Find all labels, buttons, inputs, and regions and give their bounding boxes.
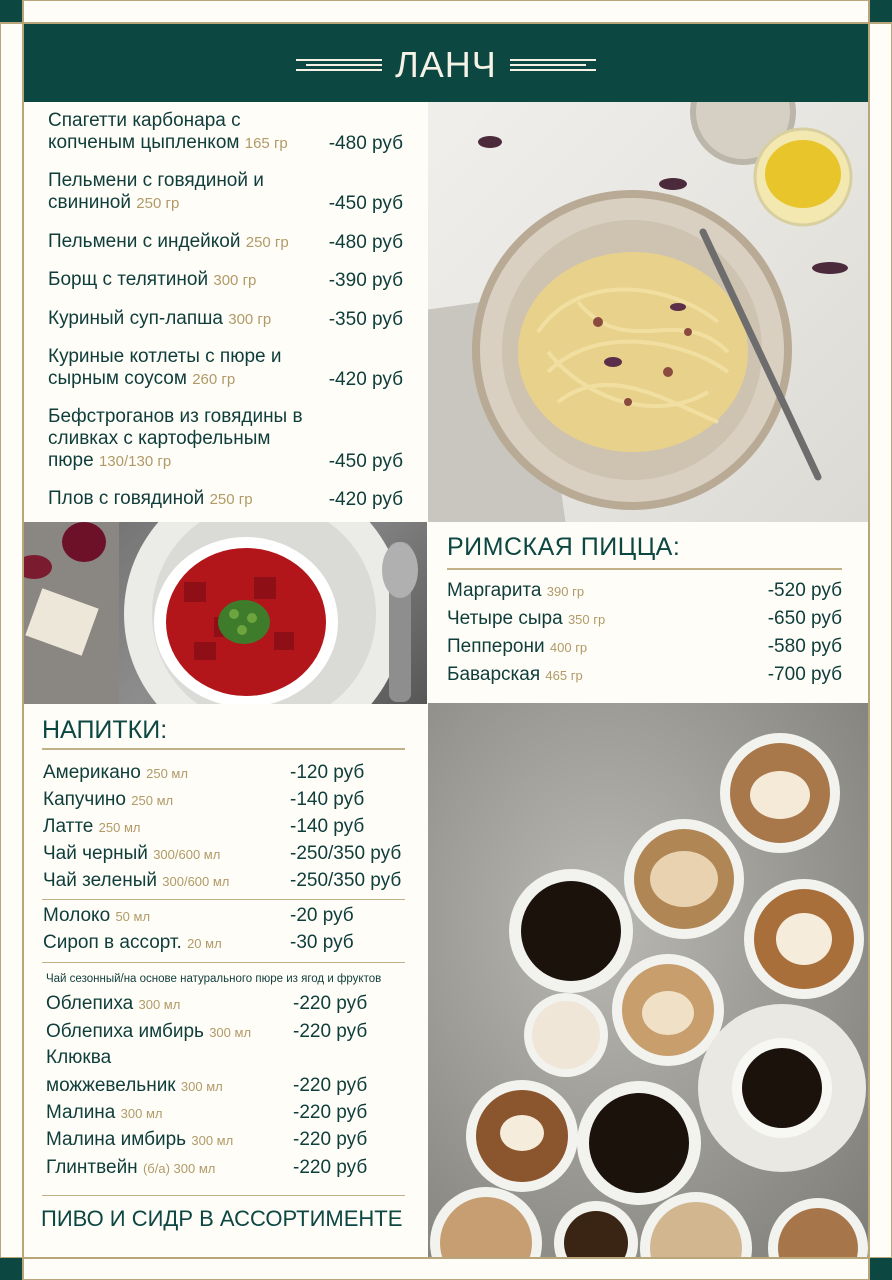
dish-price: -450 руб [328, 193, 403, 214]
dish-price: -350 руб [328, 309, 403, 330]
dish-name: Куриный суп-лапша [48, 308, 223, 329]
dish-weight: 250 гр [209, 491, 253, 508]
section-divider [42, 962, 405, 963]
section-divider [42, 748, 405, 750]
menu-item [48, 110, 408, 155]
menu-item [447, 580, 842, 602]
drink-name: Капучино [43, 789, 126, 810]
drink-name: Глинтвейн [46, 1157, 138, 1178]
drink-name: Клюква [46, 1047, 112, 1068]
menu-item [48, 269, 408, 292]
drink-item [46, 1157, 215, 1179]
section-divider [42, 899, 405, 900]
dish-weight: 350 гр [567, 612, 606, 627]
frame-line-bottom [0, 1257, 892, 1259]
dish-price: -580 руб [767, 636, 842, 657]
drink-price: -220 руб [293, 1075, 368, 1096]
dish-name: Четыре сыра [447, 608, 563, 629]
drink-name: Чай зеленый [43, 870, 157, 891]
dish-weight: 165 гр [244, 135, 288, 152]
menu-item [48, 406, 408, 473]
dish-price: -420 руб [328, 489, 403, 510]
dish-price: -480 руб [328, 232, 403, 253]
menu-item [447, 664, 842, 686]
dish-price: -390 руб [328, 270, 403, 291]
drink-price: -220 руб [293, 1102, 368, 1123]
dish-name: Борщ с телятиной [48, 269, 209, 290]
drink-name: Малина [46, 1102, 116, 1123]
dish-name: Бефстроганов из говядины в сливках с картофельным пюре [48, 406, 303, 471]
drink-price: -250/350 руб [290, 843, 402, 864]
drink-price: -220 руб [293, 1129, 368, 1150]
dish-name: Спагетти карбонара с копченым цыпленком [48, 110, 241, 153]
drink-volume: 50 мл [115, 909, 151, 924]
dish-weight: 130/130 гр [98, 453, 172, 470]
drink-volume: 300 мл [209, 1025, 252, 1040]
drinks-section-title: НАПИТКИ: [42, 716, 168, 744]
menu-item [447, 608, 842, 630]
drink-name: Сироп в ассорт. [43, 932, 182, 953]
drink-volume: 250 мл [131, 793, 174, 808]
borsch-photo [24, 522, 427, 704]
drink-item [43, 843, 220, 865]
drink-volume: 20 мл [187, 936, 222, 951]
drink-price: -220 руб [293, 993, 368, 1014]
drink-volume: 300/600 мл [162, 874, 230, 889]
drink-volume: 300 мл [120, 1106, 163, 1121]
dish-weight: 400 гр [549, 640, 588, 655]
dish-price: -450 руб [328, 451, 403, 472]
drink-volume: 300 мл [138, 997, 181, 1012]
drink-price: -120 руб [290, 762, 365, 783]
coffee-photo [428, 703, 868, 1257]
drink-name: Американо [43, 762, 141, 783]
frame-line-right [868, 0, 870, 1280]
drink-item [43, 870, 229, 892]
drink-volume: (б/а) 300 мл [142, 1161, 216, 1176]
dish-weight: 300 гр [228, 311, 272, 328]
drink-name: Облепиха [46, 993, 134, 1014]
dish-name: Пельмени с говядиной и свининой [48, 170, 264, 213]
dish-price: -420 руб [328, 369, 403, 390]
drink-price: -140 руб [290, 789, 365, 810]
dish-price: -700 руб [767, 664, 842, 685]
drink-item [46, 1047, 111, 1069]
drink-item [46, 993, 180, 1015]
dish-weight: 300 гр [213, 272, 257, 289]
seasonal-tea-note: Чай сезонный/на основе натурального пюре из ягод и фруктов [46, 973, 382, 985]
drink-item [43, 762, 188, 784]
section-divider [447, 568, 842, 570]
drink-item [46, 1075, 223, 1097]
menu-header [24, 24, 868, 102]
drink-volume: 250 мл [98, 820, 141, 835]
dish-price: -650 руб [767, 608, 842, 629]
drink-volume: 300 мл [191, 1133, 234, 1148]
menu-item [48, 346, 408, 391]
corner-square [0, 0, 22, 22]
dish-weight: 250 гр [245, 234, 289, 251]
drink-price: -250/350 руб [290, 870, 402, 891]
corner-square [870, 0, 892, 22]
drink-name: Чай черный [43, 843, 148, 864]
drink-item [43, 905, 150, 927]
menu-item [48, 231, 408, 254]
drink-item [46, 1102, 162, 1124]
dish-name: Пельмени с индейкой [48, 231, 241, 252]
menu-item [48, 170, 408, 215]
drink-item [46, 1021, 251, 1043]
dish-name: Плов с говядиной [48, 488, 205, 509]
drink-item [43, 932, 222, 954]
drink-price: -30 руб [290, 932, 354, 953]
dish-name: Пепперони [447, 636, 545, 657]
corner-square [870, 1258, 892, 1280]
drink-volume: 300/600 мл [153, 847, 221, 862]
drink-price: -140 руб [290, 816, 365, 837]
dish-name: Маргарита [447, 580, 542, 601]
dish-weight: 260 гр [192, 371, 236, 388]
page-title: ЛАНЧ [395, 44, 497, 85]
drink-item [43, 789, 173, 811]
drink-name: можжевельник [46, 1075, 176, 1096]
dish-price: -480 руб [328, 133, 403, 154]
menu-item [48, 488, 408, 511]
beer-cider-note: ПИВО И СИДР В АССОРТИМЕНТЕ [41, 1206, 403, 1231]
drink-volume: 300 мл [180, 1079, 223, 1094]
drink-price: -20 руб [290, 905, 354, 926]
menu-item [48, 308, 408, 331]
drink-price: -220 руб [293, 1021, 368, 1042]
dish-weight: 465 гр [545, 668, 583, 683]
drink-name: Облепиха имбирь [46, 1021, 204, 1042]
pizza-section-title: РИМСКАЯ ПИЦЦА: [447, 533, 681, 561]
drink-name: Молоко [43, 905, 111, 926]
dish-weight: 390 гр [546, 584, 585, 599]
section-divider [42, 1195, 405, 1196]
dish-weight: 250 гр [136, 195, 180, 212]
menu-item [447, 636, 842, 658]
header-ornament-right [510, 59, 596, 73]
drink-volume: 250 мл [146, 766, 188, 781]
pasta-photo [428, 102, 868, 522]
drink-name: Малина имбирь [46, 1129, 187, 1150]
drink-name: Латте [43, 816, 94, 837]
dish-name: Куриные котлеты с пюре и сырным соусом [48, 346, 282, 389]
drink-item [46, 1129, 233, 1151]
dish-price: -520 руб [767, 580, 842, 601]
dish-name: Баварская [447, 664, 541, 685]
corner-square [0, 1258, 22, 1280]
drink-price: -220 руб [293, 1157, 368, 1178]
drink-item [43, 816, 141, 838]
